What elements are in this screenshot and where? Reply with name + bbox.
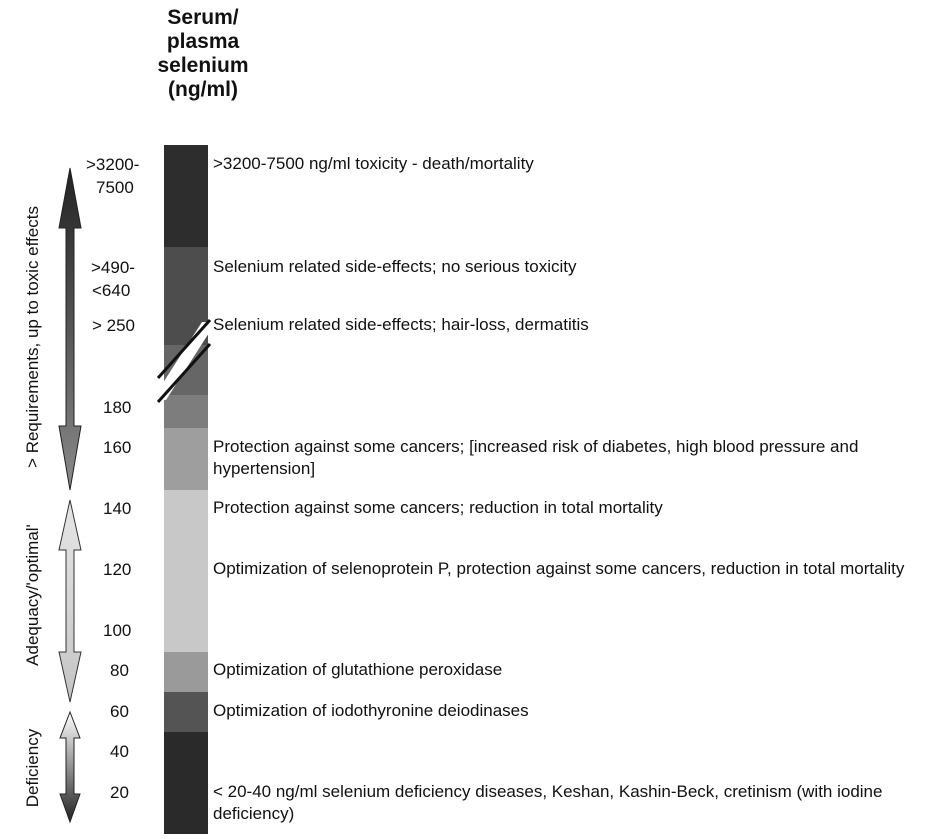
tick-3200-line2: 7500 xyxy=(96,178,134,197)
title-line-3: selenium xyxy=(157,54,249,77)
tick-490-line1: >490- xyxy=(91,258,135,277)
bar-segment-80 xyxy=(164,652,208,692)
description-140: Protection against some cancers; reduction in total mortality xyxy=(213,498,663,517)
tick-180: 180 xyxy=(103,398,132,417)
title-line-1: Serum/ xyxy=(167,6,239,29)
bar-segment-optimal xyxy=(164,490,208,652)
title-line-4: (ng/ml) xyxy=(168,78,238,101)
deficiency-arrow-icon xyxy=(60,712,80,822)
description-side-effects: Selenium related side-effects; no serious toxicity xyxy=(213,257,577,276)
tick-80: 80 xyxy=(110,661,129,680)
description-160: Protection against some cancers; [increased risk of diabetes, high blood pressure and hypertension] xyxy=(213,437,859,478)
tick-60: 60 xyxy=(110,702,129,721)
tick-250: > 250 xyxy=(92,316,136,335)
tick-160: 160 xyxy=(103,438,132,457)
scale-break-mark xyxy=(150,318,220,408)
adequacy-label: Adequacy/'optimal' xyxy=(23,524,42,666)
tick-100: 100 xyxy=(103,621,132,640)
bar-segment-160 xyxy=(164,428,208,490)
description-hair-loss: Selenium related side-effects; hair-loss, dermatitis xyxy=(213,315,589,334)
tick-120: 120 xyxy=(103,560,132,579)
selenium-level-bar xyxy=(164,145,208,834)
adequacy-arrow-icon xyxy=(59,500,81,702)
tick-3200-line1: >3200- xyxy=(86,155,140,174)
requirements-arrow-icon xyxy=(59,168,81,490)
title-line-2: plasma xyxy=(166,30,240,53)
description-60: Optimization of iodothyronine deiodinases xyxy=(213,701,529,720)
bar-segment-toxicity xyxy=(164,145,208,247)
chart-title xyxy=(118,6,288,102)
range-arrows xyxy=(0,0,100,839)
tick-40: 40 xyxy=(110,742,129,761)
bar-segment-deficiency xyxy=(164,732,208,834)
tick-140: 140 xyxy=(103,499,132,518)
bar-segment-60 xyxy=(164,692,208,732)
description-120: Optimization of selenoprotein P, protection against some cancers, reduction in total mortality xyxy=(213,559,905,578)
tick-20: 20 xyxy=(110,783,129,802)
deficiency-label: Deficiency xyxy=(23,728,42,808)
tick-490-line2: <640 xyxy=(92,281,131,300)
description-deficiency: < 20-40 ng/ml selenium deficiency diseases, Keshan, Kashin-Beck, cretinism (with iodine deficiency) xyxy=(213,782,883,823)
description-80: Optimization of glutathione peroxidase xyxy=(213,660,503,679)
description-toxicity: >3200-7500 ng/ml toxicity - death/mortality xyxy=(213,154,534,173)
requirements-label: > Requirements, up to toxic effects xyxy=(23,206,42,468)
